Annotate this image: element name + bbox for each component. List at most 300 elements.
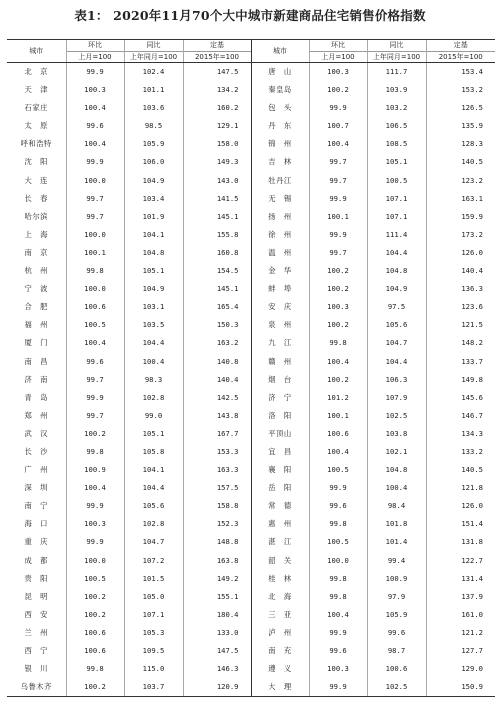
base-value-right: 129.0 [426,660,495,678]
mom-value-right: 100.5 [309,461,367,479]
city-name-left: 杭 州 [24,266,48,276]
city-column-header: 城市 [251,40,309,63]
yoy-value-left: 104.1 [124,226,183,244]
yoy-value-right: 105.6 [367,316,426,334]
mom-value-left: 100.4 [66,479,124,497]
city-name-left: 长 春 [24,193,48,203]
city-name-right: 徐 州 [268,229,292,239]
city-name-right: 赣 州 [268,356,292,366]
yoy-subheader: 上年同月=100 [367,51,426,63]
base-value-left: 155.1 [183,588,251,606]
yoy-value-left: 103.1 [124,298,183,316]
yoy-column-header: 同比 [367,40,426,52]
base-value-right: 121.2 [426,624,495,642]
table-row [7,660,495,678]
yoy-value-right: 101.8 [367,515,426,533]
mom-value-left: 99.7 [66,208,124,226]
mom-value-right: 100.5 [309,533,367,551]
yoy-value-right: 106.5 [367,117,426,135]
yoy-value-left: 107.1 [124,606,183,624]
mom-value-right: 99.8 [309,334,367,352]
mom-value-left: 100.0 [66,280,124,298]
table-row [7,262,495,280]
city-name-left: 银 川 [24,664,48,674]
mom-value-right: 100.1 [309,407,367,425]
yoy-value-left: 104.1 [124,461,183,479]
yoy-value-left: 101.5 [124,570,183,588]
yoy-value-left: 103.7 [124,678,183,697]
base-value-left: 134.2 [183,81,251,99]
table-row [7,479,495,497]
city-name-left: 呼和浩特 [20,139,52,149]
yoy-value-right: 103.2 [367,99,426,117]
base-value-left: 150.3 [183,316,251,334]
city-name-right: 包 头 [268,103,292,113]
base-value-right: 121.8 [426,479,495,497]
city-name-right: 烟 台 [268,374,292,384]
yoy-value-left: 104.8 [124,244,183,262]
yoy-value-right: 97.5 [367,298,426,316]
price-index-table [7,39,495,697]
yoy-value-right: 111.7 [367,63,426,82]
mom-value-right: 100.4 [309,135,367,153]
city-name-right: 丹 东 [268,121,292,131]
city-name-right: 三 亚 [268,609,292,619]
mom-value-right: 99.8 [309,570,367,588]
base-value-left: 145.1 [183,280,251,298]
mom-value-left: 99.8 [66,443,124,461]
yoy-value-left: 101.9 [124,208,183,226]
table-row [7,642,495,660]
table-row [7,208,495,226]
base-value-left: 149.2 [183,570,251,588]
base-value-right: 173.2 [426,226,495,244]
city-name-right: 扬 州 [268,211,292,221]
yoy-value-left: 105.9 [124,135,183,153]
city-name-right: 惠 州 [268,519,292,529]
table-header [7,40,495,63]
yoy-value-right: 107.1 [367,190,426,208]
base-value-right: 149.8 [426,371,495,389]
table-row [7,515,495,533]
city-name-right: 金 华 [268,266,292,276]
mom-value-left: 99.9 [66,63,124,82]
base-value-left: 120.9 [183,678,251,697]
mom-value-left: 100.6 [66,642,124,660]
base-value-left: 145.1 [183,208,251,226]
city-name-left: 乌鲁木齐 [7,678,66,697]
yoy-value-left: 104.9 [124,280,183,298]
yoy-value-right: 102.5 [367,407,426,425]
city-name-left: 广 州 [24,465,48,475]
mom-value-right: 100.2 [309,81,367,99]
mom-value-right: 99.6 [309,497,367,515]
yoy-value-right: 101.4 [367,533,426,551]
base-value-left: 147.5 [183,642,251,660]
base-value-left: 155.8 [183,226,251,244]
yoy-value-right: 102.1 [367,443,426,461]
city-name-left: 上 海 [24,229,48,239]
yoy-value-left: 101.1 [124,81,183,99]
table-row [7,624,495,642]
mom-value-left: 99.7 [66,407,124,425]
yoy-value-right: 108.5 [367,135,426,153]
city-name-left: 郑 州 [24,410,48,420]
mom-value-left: 99.8 [66,262,124,280]
base-value-right: 135.9 [426,117,495,135]
city-name-left: 昆 明 [24,591,48,601]
table-row [7,606,495,624]
base-value-left: 157.5 [183,479,251,497]
yoy-value-left: 103.5 [124,316,183,334]
yoy-value-right: 104.8 [367,262,426,280]
mom-value-left: 100.4 [66,99,124,117]
base-value-left: 154.5 [183,262,251,280]
yoy-value-right: 104.9 [367,280,426,298]
table-row [7,81,495,99]
mom-value-right: 100.3 [309,660,367,678]
table-row [7,443,495,461]
base-value-right: 161.0 [426,606,495,624]
base-value-left: 129.1 [183,117,251,135]
yoy-value-right: 103.9 [367,81,426,99]
city-name-left: 西 安 [24,609,48,619]
yoy-value-left: 100.4 [124,353,183,371]
base-value-right: 148.2 [426,334,495,352]
yoy-value-right: 107.9 [367,389,426,407]
base-value-left: 142.5 [183,389,251,407]
base-value-right: 145.6 [426,389,495,407]
mom-value-left: 100.2 [66,425,124,443]
base-value-right: 126.0 [426,244,495,262]
yoy-value-right: 105.9 [367,606,426,624]
yoy-value-right: 103.8 [367,425,426,443]
mom-value-left: 99.9 [66,533,124,551]
mom-value-left: 99.9 [66,153,124,171]
city-name-right: 吉 林 [268,157,292,167]
yoy-value-right: 100.4 [367,479,426,497]
city-name-left: 南 宁 [24,501,48,511]
table-row [7,99,495,117]
city-name-left: 深 圳 [24,483,48,493]
base-value-right: 150.9 [426,678,495,697]
table-row [7,63,495,82]
base-value-right: 146.7 [426,407,495,425]
city-name-right: 岳 阳 [268,483,292,493]
base-value-right: 131.4 [426,570,495,588]
base-value-right: 163.1 [426,190,495,208]
table-row [7,353,495,371]
city-name-left: 北 京 [24,67,48,76]
base-value-left: 143.0 [183,172,251,190]
city-name-left: 南 京 [24,247,48,257]
base-value-right: 123.6 [426,298,495,316]
yoy-subheader: 上年同月=100 [124,51,183,63]
mom-value-right: 100.2 [309,316,367,334]
city-name-left: 大 连 [24,175,48,185]
mom-value-left: 99.7 [66,371,124,389]
city-name-left: 天 津 [24,85,48,95]
base-value-right: 123.2 [426,172,495,190]
yoy-value-left: 107.2 [124,552,183,570]
mom-value-left: 100.3 [66,515,124,533]
base-value-right: 133.7 [426,353,495,371]
yoy-value-left: 99.0 [124,407,183,425]
base-value-left: 163.8 [183,552,251,570]
table-row [7,552,495,570]
city-name-right: 湛 江 [268,537,292,547]
base-subheader: 2015年=100 [183,51,251,63]
city-name-left: 兰 州 [24,627,48,637]
yoy-value-left: 103.4 [124,190,183,208]
city-name-left: 成 都 [24,555,48,565]
mom-value-right: 99.7 [309,153,367,171]
table-row [7,117,495,135]
mom-value-left: 100.0 [66,172,124,190]
table-body [7,63,495,697]
base-value-left: 141.5 [183,190,251,208]
mom-value-left: 100.5 [66,316,124,334]
city-name-left: 沈 阳 [24,157,48,167]
base-value-left: 163.2 [183,334,251,352]
yoy-value-left: 103.6 [124,99,183,117]
base-value-left: 152.3 [183,515,251,533]
mom-value-left: 100.2 [66,588,124,606]
mom-value-left: 100.1 [66,244,124,262]
table-row [7,316,495,334]
base-value-right: 127.7 [426,642,495,660]
base-value-right: 126.5 [426,99,495,117]
yoy-value-right: 100.5 [367,172,426,190]
city-column-header: 城市 [7,40,66,63]
city-name-right: 常 德 [268,501,292,511]
mom-value-right: 100.6 [309,425,367,443]
mom-value-left: 99.6 [66,117,124,135]
yoy-value-right: 102.5 [367,678,426,697]
yoy-value-left: 109.5 [124,642,183,660]
mom-value-left: 99.9 [66,389,124,407]
mom-value-left: 100.4 [66,135,124,153]
city-name-right: 大 理 [251,678,309,697]
city-name-right: 九 江 [268,338,292,348]
yoy-value-left: 104.4 [124,479,183,497]
yoy-value-left: 102.8 [124,515,183,533]
base-value-left: 163.3 [183,461,251,479]
city-name-left: 哈尔滨 [24,211,48,221]
base-value-right: 121.5 [426,316,495,334]
base-value-left: 133.0 [183,624,251,642]
yoy-value-right: 104.4 [367,353,426,371]
mom-value-right: 99.9 [309,678,367,697]
mom-value-right: 99.7 [309,172,367,190]
city-name-right: 遵 义 [268,664,292,674]
mom-value-right: 99.9 [309,99,367,117]
base-value-left: 165.4 [183,298,251,316]
base-column-header: 定基 [426,40,495,52]
base-value-right: 133.2 [426,443,495,461]
base-subheader: 2015年=100 [426,51,495,63]
table-row [7,425,495,443]
table-row [7,334,495,352]
mom-value-right: 99.9 [309,624,367,642]
base-value-left: 143.8 [183,407,251,425]
city-name-left: 济 南 [24,374,48,384]
mom-value-left: 99.8 [66,660,124,678]
base-value-left: 147.5 [183,63,251,82]
mom-value-left: 100.3 [66,81,124,99]
base-value-right: 151.4 [426,515,495,533]
table-row [7,570,495,588]
base-value-right: 126.0 [426,497,495,515]
city-name-right: 锦 州 [268,139,292,149]
table-row [7,280,495,298]
mom-value-left: 100.9 [66,461,124,479]
city-name-left: 海 口 [24,519,48,529]
base-value-left: 158.0 [183,135,251,153]
mom-subheader: 上月=100 [66,51,124,63]
mom-value-right: 100.4 [309,353,367,371]
city-name-left: 厦 门 [24,338,48,348]
mom-value-right: 99.8 [309,588,367,606]
mom-value-left: 100.5 [66,570,124,588]
base-value-left: 140.8 [183,353,251,371]
yoy-value-right: 100.6 [367,660,426,678]
mom-value-right: 100.0 [309,552,367,570]
city-name-left: 贵 阳 [24,573,48,583]
city-name-right: 唐 山 [268,67,292,76]
city-name-right: 韶 关 [268,555,292,565]
mom-value-left: 99.6 [66,353,124,371]
city-name-left: 石家庄 [24,103,48,113]
city-name-right: 安 庆 [268,302,292,312]
city-name-right: 秦皇岛 [268,85,292,95]
mom-value-left: 100.6 [66,624,124,642]
yoy-value-right: 100.9 [367,570,426,588]
city-name-right: 平顶山 [268,428,292,438]
table-row [7,135,495,153]
mom-subheader: 上月=100 [309,51,367,63]
page-title: 表1： 2020年11月70个大中城市新建商品住宅销售价格指数 [74,8,426,23]
mom-value-right: 100.2 [309,371,367,389]
mom-value-right: 99.9 [309,190,367,208]
yoy-column-header: 同比 [124,40,183,52]
mom-value-right: 99.8 [309,515,367,533]
yoy-value-right: 107.1 [367,208,426,226]
table-row [7,588,495,606]
yoy-value-left: 102.4 [124,63,183,82]
base-value-right: 140.5 [426,461,495,479]
yoy-value-left: 106.0 [124,153,183,171]
base-value-left: 180.4 [183,606,251,624]
mom-value-left: 100.2 [66,678,124,697]
mom-value-left: 100.2 [66,606,124,624]
mom-value-right: 99.6 [309,642,367,660]
yoy-value-right: 97.9 [367,588,426,606]
city-name-left: 合 肥 [24,302,48,312]
mom-value-right: 100.4 [309,606,367,624]
city-name-right: 泉 州 [268,320,292,330]
yoy-value-left: 115.0 [124,660,183,678]
base-value-left: 160.8 [183,244,251,262]
city-name-right: 南 充 [268,646,292,655]
yoy-value-right: 99.6 [367,624,426,642]
mom-column-header: 环比 [66,40,124,52]
yoy-value-right: 104.7 [367,334,426,352]
mom-value-right: 100.4 [309,443,367,461]
mom-value-right: 101.2 [309,389,367,407]
base-value-right: 131.8 [426,533,495,551]
base-value-right: 153.2 [426,81,495,99]
yoy-value-left: 105.1 [124,425,183,443]
base-column-header: 定基 [183,40,251,52]
city-name-left: 长 沙 [24,446,48,456]
base-value-left: 140.4 [183,371,251,389]
base-value-right: 122.7 [426,552,495,570]
mom-value-right: 100.1 [309,208,367,226]
mom-value-left: 99.7 [66,190,124,208]
base-value-right: 137.9 [426,588,495,606]
yoy-value-right: 99.4 [367,552,426,570]
base-value-right: 140.5 [426,153,495,171]
price-index-table-container [7,39,495,697]
base-value-right: 134.3 [426,425,495,443]
table-row [7,190,495,208]
city-name-right: 牡丹江 [268,175,292,185]
city-name-left: 太 原 [24,121,48,131]
city-name-right: 无 锡 [268,193,292,203]
mom-value-right: 100.3 [309,298,367,316]
base-value-right: 140.4 [426,262,495,280]
yoy-value-left: 105.0 [124,588,183,606]
yoy-value-right: 105.1 [367,153,426,171]
table-row [7,153,495,171]
mom-value-left: 99.9 [66,497,124,515]
table-row [7,389,495,407]
mom-value-right: 100.3 [309,63,367,82]
city-name-right: 北 海 [268,591,292,601]
base-value-left: 149.3 [183,153,251,171]
mom-value-right: 99.9 [309,479,367,497]
mom-value-right: 100.7 [309,117,367,135]
yoy-value-right: 104.4 [367,244,426,262]
table-row [7,226,495,244]
yoy-value-right: 98.4 [367,497,426,515]
yoy-value-left: 105.1 [124,262,183,280]
yoy-value-right: 106.3 [367,371,426,389]
mom-value-right: 99.7 [309,244,367,262]
base-value-right: 128.3 [426,135,495,153]
city-name-left: 武 汉 [24,428,48,438]
table-row [7,298,495,316]
yoy-value-left: 105.6 [124,497,183,515]
city-name-right: 济 宁 [268,392,292,402]
city-name-right: 蚌 埠 [268,284,292,294]
city-name-left: 福 州 [24,320,48,330]
mom-value-right: 100.2 [309,262,367,280]
city-name-right: 桂 林 [268,573,292,583]
mom-value-left: 100.4 [66,334,124,352]
base-value-right: 153.4 [426,63,495,82]
city-name-left: 重 庆 [24,537,48,547]
base-value-left: 160.2 [183,99,251,117]
table-row [7,244,495,262]
city-name-right: 泸 州 [268,627,292,637]
table-row [7,371,495,389]
base-value-left: 158.8 [183,497,251,515]
city-name-left: 青 岛 [24,392,48,402]
base-value-right: 136.3 [426,280,495,298]
yoy-value-left: 105.8 [124,443,183,461]
